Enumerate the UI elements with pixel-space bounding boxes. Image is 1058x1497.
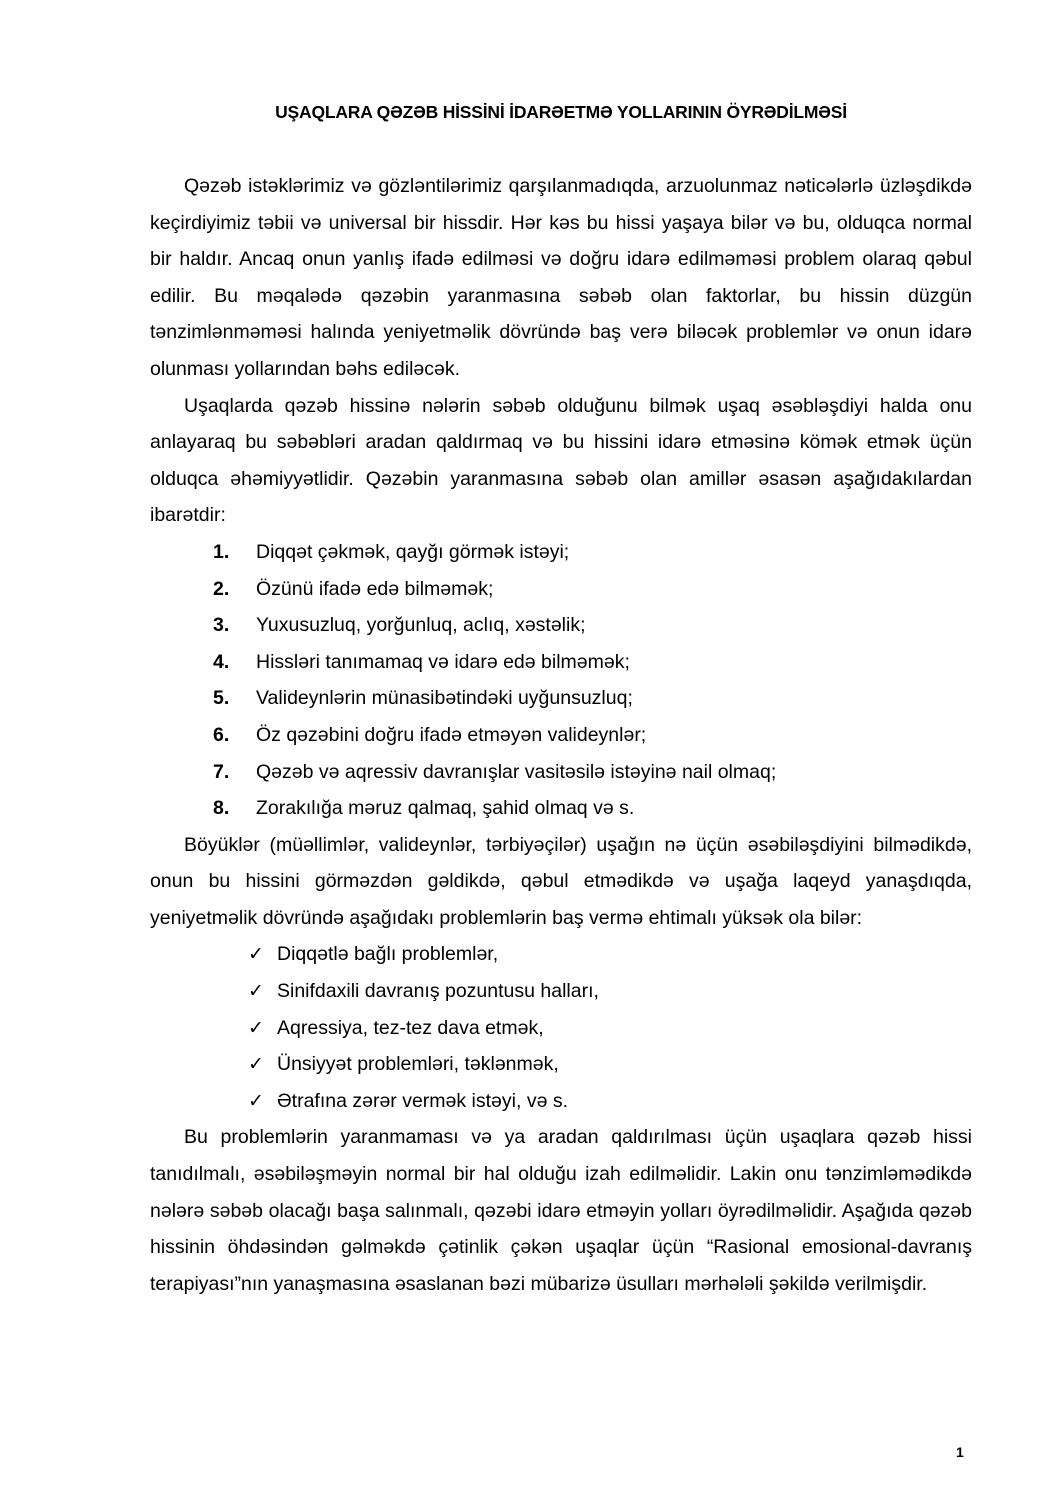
list-item-text: Diqqət çəkmək, qayğı görmək istəyi; (256, 540, 570, 563)
list-item (150, 644, 972, 681)
document-title: UŞAQLARA QƏZƏB HİSSİNİ İDARƏETMƏ YOLLARININ ÖYRƏDİLMƏSİ (275, 102, 847, 122)
list-item (150, 790, 972, 827)
list-item-number: 1. (213, 540, 230, 563)
list-item-text: Qəzəb və aqressiv davranışlar vasitəsilə istəyinə nail olmaq; (256, 760, 777, 783)
list-item-number: 2. (213, 577, 230, 600)
checklist-item-text: Sinifdaxili davranış pozuntusu halları, (277, 980, 599, 1003)
list-item (150, 534, 972, 571)
document-body (150, 168, 972, 1302)
paragraph-problems-intro: Böyüklər (müəllimlər, valideynlər, tərbiyəçilər) uşağın nə üçün əsəbiləşdiyini bilmədikdə, onun bu hissini görməzdən gəldikdə, qəbul etmədikdə və uşağa laqeyd yanaşdıqda, yeniyetməlik dövründə aşağıdakı problemlərin baş vermə ehtimalı yüksək ola bilər: (150, 833, 972, 929)
checklist-item (150, 936, 972, 973)
check-icon: ✓ (248, 943, 264, 966)
list-item (150, 717, 972, 754)
checklist-item-text: Diqqətlə bağlı problemlər, (277, 943, 499, 966)
check-icon: ✓ (248, 1053, 264, 1076)
list-item-text: Yuxusuzluq, yorğunluq, aclıq, xəstəlik; (256, 614, 586, 637)
list-item-number: 5. (213, 687, 230, 710)
page-number: 1 (956, 1444, 964, 1460)
list-item (150, 571, 972, 608)
paragraph-intro: Qəzəb istəklərimiz və gözləntilərimiz qarşılanmadıqda, arzuolunmaz nəticələrlə üzləşdikdə keçirdiyimiz təbii və universal bir hissdir. Hər kəs bu hissi yaşaya bilər və bu, olduqca normal bir haldır. Ancaq onun yanlış ifadə edilməsi və doğru idarə edilməməsi problem olaraq qəbul edilir. Bu məqalədə qəzəbin yaranmasına səbəb olan faktorlar, bu hissin düzgün tənzimlənməməsi halında yeniyetməlik dövründə baş verə biləcək problemlər və onun idarə olunması yollarından bəhs ediləcək. (150, 175, 972, 380)
check-icon: ✓ (248, 980, 264, 1003)
list-item-text: Valideynlərin münasibətindəki uyğunsuzluq; (256, 687, 633, 710)
list-item (150, 680, 972, 717)
checklist-item (150, 1083, 972, 1120)
list-item (150, 754, 972, 791)
causes-list (150, 534, 972, 827)
list-item-number: 6. (213, 723, 230, 746)
list-item-number: 4. (213, 650, 230, 673)
list-item (150, 607, 972, 644)
checklist-item (150, 1046, 972, 1083)
paragraph-conclusion: Bu problemlərin yaranmaması və ya aradan qaldırılması üçün uşaqlara qəzəb hissi tanıdılmalı, əsəbiləşməyin normal bir hal olduğu izah edilməlidir. Lakin onu tənzimləmədikdə nələrə səbəb olacağı başa salınmalı, qəzəbi idarə etməyin yolları öyrədilməlidir. Aşağıda qəzəb hissinin öhdəsindən gəlməkdə çətinlik çəkən uşaqlar üçün “Rasional emosional-davranış terapiyası”nın yanaşmasına əsaslanan bəzi mübarizə üsulları mərhələli şəkildə verilmişdir. (150, 1126, 972, 1295)
list-item-text: Zorakılığa məruz qalmaq, şahid olmaq və s. (256, 797, 635, 820)
checklist-item-text: Ünsiyyət problemləri, təklənmək, (277, 1053, 559, 1076)
list-item-text: Özünü ifadə edə bilməmək; (256, 577, 494, 600)
checklist-item-text: Aqressiya, tez-tez dava etmək, (277, 1016, 544, 1039)
checklist-item (150, 973, 972, 1010)
checklist-item-text: Ətrafına zərər vermək istəyi, və s. (277, 1089, 569, 1112)
problems-list (150, 936, 972, 1119)
paragraph-causes-intro: Uşaqlarda qəzəb hissinə nələrin səbəb olduğunu bilmək uşaq əsəbləşdiyi halda onu anlayaraq bu səbəbləri aradan qaldırmaq və bu hissini idarə etməsinə kömək etmək üçün olduqca əhəmiyyətlidir. Qəzəbin yaranmasına səbəb olan amillər əsasən aşağıdakılardan ibarətdir: (150, 394, 972, 527)
list-item-number: 7. (213, 760, 230, 783)
check-icon: ✓ (248, 1089, 264, 1112)
list-item-number: 3. (213, 614, 230, 637)
check-icon: ✓ (248, 1016, 264, 1039)
checklist-item (150, 1010, 972, 1047)
list-item-text: Hissləri tanımamaq və idarə edə bilməmək; (256, 650, 630, 673)
list-item-text: Öz qəzəbini doğru ifadə etməyən valideynlər; (256, 723, 647, 746)
list-item-number: 8. (213, 797, 230, 820)
